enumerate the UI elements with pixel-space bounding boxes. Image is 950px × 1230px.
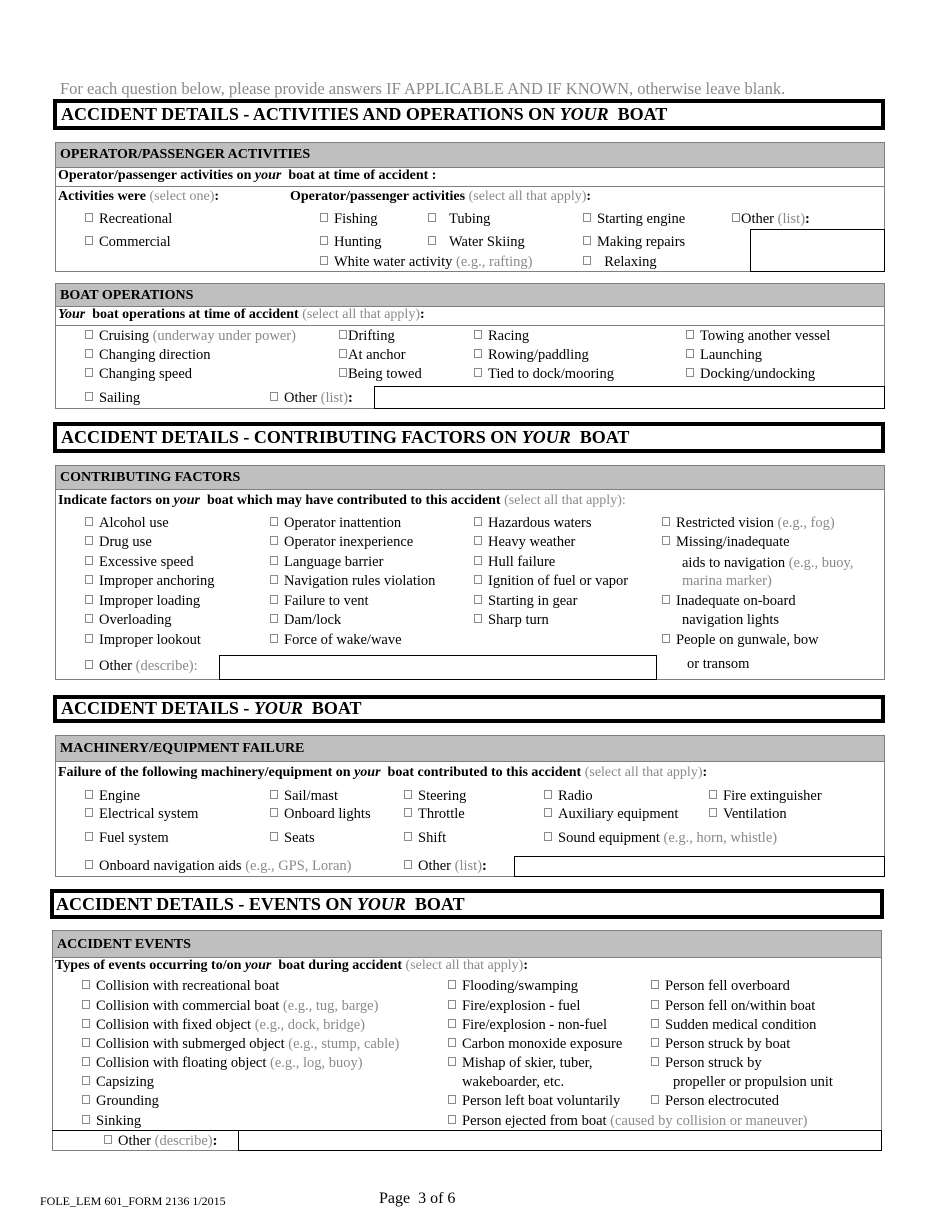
checkbox-changing-direction[interactable]: Changing direction <box>85 346 211 364</box>
checkbox-rowing[interactable]: Rowing/paddling <box>474 346 589 364</box>
checkbox-radio[interactable]: Radio <box>544 787 593 805</box>
checkbox-engine[interactable]: Engine <box>85 787 140 805</box>
checkbox-factor[interactable]: Improper loading <box>85 592 200 610</box>
section-events-title: ACCIDENT DETAILS - EVENTS ON YOUR BOAT <box>56 894 465 914</box>
checkbox-other-event[interactable]: Other (describe): <box>104 1132 217 1150</box>
operator-question: Operator/passenger activities on your boat at time of accident : <box>58 168 437 183</box>
checkbox-factor[interactable]: Overloading <box>85 611 171 629</box>
checkbox-event[interactable]: Person ejected from boat (caused by collision or maneuver) <box>448 1112 807 1130</box>
checkbox-fire-extinguisher[interactable]: Fire extinguisher <box>709 787 822 805</box>
checkbox-factor[interactable]: Operator inattention <box>270 514 401 532</box>
checkbox-event[interactable]: Grounding <box>82 1092 159 1110</box>
checkbox-factor[interactable]: Improper anchoring <box>85 572 215 590</box>
panel-machinery-header: MACHINERY/EQUIPMENT FAILURE <box>55 735 885 762</box>
checkbox-restricted-vision[interactable]: Restricted vision (e.g., fog) <box>662 514 835 532</box>
checkbox-white-water[interactable]: White water activity (e.g., rafting) <box>320 253 533 271</box>
checkbox-event[interactable]: Fire/explosion - fuel <box>448 997 580 1015</box>
checkbox-tubing[interactable]: Tubing <box>428 210 490 228</box>
checkbox-nav-aids[interactable]: Onboard navigation aids (e.g., GPS, Loran) <box>85 857 352 875</box>
checkbox-racing[interactable]: Racing <box>474 327 529 345</box>
checkbox-other-activity[interactable]: Other (list): <box>732 210 810 228</box>
other-operation-input[interactable] <box>374 386 885 409</box>
checkbox-factor[interactable]: Ignition of fuel or vapor <box>474 572 628 590</box>
checkbox-factor[interactable]: Hull failure <box>474 553 555 571</box>
checkbox-event[interactable]: Collision with recreational boat <box>82 977 279 995</box>
checkbox-other-operation[interactable]: Other (list): <box>270 389 353 407</box>
checkbox-commercial[interactable]: Commercial <box>85 233 171 251</box>
checkbox-event[interactable]: Sudden medical condition <box>651 1016 816 1034</box>
checkbox-factor[interactable]: Operator inexperience <box>270 533 413 551</box>
panel-events-header: ACCIDENT EVENTS <box>52 930 882 958</box>
checkbox-factor[interactable]: Failure to vent <box>270 592 369 610</box>
checkbox-event[interactable]: Person left boat voluntarily <box>448 1092 620 1110</box>
section-your-boat-title: ACCIDENT DETAILS - YOUR BOAT <box>61 698 362 718</box>
checkbox-factor[interactable]: Starting in gear <box>474 592 577 610</box>
checkbox-tied-to-dock[interactable]: Tied to dock/mooring <box>474 365 614 383</box>
checkbox-event[interactable]: Carbon monoxide exposure <box>448 1035 622 1053</box>
checkbox-event[interactable]: Mishap of skier, tuber, <box>448 1054 593 1072</box>
checkbox-launching[interactable]: Launching <box>686 346 762 364</box>
other-activity-input[interactable] <box>750 229 885 272</box>
checkbox-sail-mast[interactable]: Sail/mast <box>270 787 338 805</box>
checkbox-relaxing[interactable]: Relaxing <box>583 253 657 271</box>
checkbox-drifting[interactable]: Drifting <box>339 327 395 345</box>
checkbox-electrical[interactable]: Electrical system <box>85 805 198 823</box>
checkbox-seats[interactable]: Seats <box>270 829 315 847</box>
checkbox-event[interactable]: Flooding/swamping <box>448 977 578 995</box>
checkbox-ventilation[interactable]: Ventilation <box>709 805 787 823</box>
checkbox-throttle[interactable]: Throttle <box>404 805 465 823</box>
checkbox-event[interactable]: Person electrocuted <box>651 1092 779 1110</box>
checkbox-recreational[interactable]: Recreational <box>85 210 172 228</box>
checkbox-event[interactable]: Collision with fixed object (e.g., dock, bridge) <box>82 1016 365 1034</box>
missing-aids-line2: aids to navigation (e.g., buoy, <box>682 555 854 571</box>
checkbox-at-anchor[interactable]: At anchor <box>339 346 406 364</box>
other-factor-input[interactable] <box>219 655 657 680</box>
form-id: FOLE_LEM 601_FORM 2136 1/2015 <box>40 1194 226 1208</box>
checkbox-factor[interactable]: Force of wake/wave <box>270 631 402 649</box>
machinery-question: Failure of the following machinery/equipment on your boat contributed to this accident (select all that apply): <box>58 765 708 780</box>
checkbox-other-factor[interactable]: Other (describe): <box>85 657 198 675</box>
contributing-question: Indicate factors on your boat which may have contributed to this accident (select all that apply): <box>58 493 626 508</box>
checkbox-factor[interactable]: Excessive speed <box>85 553 194 571</box>
checkbox-event[interactable]: Person fell overboard <box>651 977 790 995</box>
checkbox-towing[interactable]: Towing another vessel <box>686 327 830 345</box>
checkbox-shift[interactable]: Shift <box>404 829 446 847</box>
checkbox-event[interactable]: Sinking <box>82 1112 141 1130</box>
checkbox-factor[interactable]: Navigation rules violation <box>270 572 435 590</box>
checkbox-changing-speed[interactable]: Changing speed <box>85 365 192 383</box>
checkbox-fishing[interactable]: Fishing <box>320 210 378 228</box>
checkbox-factor[interactable]: Dam/lock <box>270 611 341 629</box>
checkbox-starting-engine[interactable]: Starting engine <box>583 210 685 228</box>
panel-operator-activities-header: OPERATOR/PASSENGER ACTIVITIES <box>55 142 885 168</box>
checkbox-people-on-gunwale[interactable]: People on gunwale, bow <box>662 631 819 649</box>
panel-contributing-factors-header: CONTRIBUTING FACTORS <box>55 465 885 490</box>
boat-operations-question: Your boat operations at time of accident (select all that apply): <box>58 307 425 322</box>
checkbox-missing-aids[interactable]: Missing/inadequate <box>662 533 790 551</box>
checkbox-factor[interactable]: Sharp turn <box>474 611 549 629</box>
checkbox-factor[interactable]: Language barrier <box>270 553 383 571</box>
struck-by-line2: propeller or propulsion unit <box>673 1074 833 1090</box>
section-activities-title: ACCIDENT DETAILS - ACTIVITIES AND OPERATIONS ON YOUR BOAT <box>61 104 668 124</box>
checkbox-auxiliary[interactable]: Auxiliary equipment <box>544 805 678 823</box>
intro-text: For each question below, please provide answers IF APPLICABLE AND IF KNOWN, otherwise leave blank. <box>60 79 786 98</box>
checkbox-docking[interactable]: Docking/undocking <box>686 365 815 383</box>
checkbox-being-towed[interactable]: Being towed <box>339 365 422 383</box>
divider <box>55 186 885 187</box>
checkbox-event[interactable]: Person struck by <box>651 1054 762 1072</box>
mishap-line2: wakeboarder, etc. <box>462 1074 565 1090</box>
inadequate-lights-line2: navigation lights <box>682 612 780 628</box>
checkbox-onboard-lights[interactable]: Onboard lights <box>270 805 371 823</box>
checkbox-event[interactable]: Person fell on/within boat <box>651 997 815 1015</box>
events-question: Types of events occurring to/on your boat during accident (select all that apply): <box>55 958 528 973</box>
section-contributing-title: ACCIDENT DETAILS - CONTRIBUTING FACTORS ON YOUR BOAT <box>61 427 630 447</box>
checkbox-cruising[interactable]: Cruising (underway under power) <box>85 327 296 345</box>
checkbox-factor[interactable]: Drug use <box>85 533 152 551</box>
checkbox-inadequate-lights[interactable]: Inadequate on-board <box>662 592 796 610</box>
checkbox-making-repairs[interactable]: Making repairs <box>583 233 685 251</box>
checkbox-factor[interactable]: Improper lookout <box>85 631 201 649</box>
missing-aids-line3: marina marker) <box>682 573 772 589</box>
checkbox-water-skiing[interactable]: Water Skiing <box>428 233 525 251</box>
checkbox-factor[interactable]: Alcohol use <box>85 514 169 532</box>
divider <box>55 325 885 326</box>
other-event-input[interactable] <box>238 1131 882 1151</box>
operator-activities-label: Operator/passenger activities (select all that apply): <box>290 189 592 204</box>
people-on-gunwale-line2: or transom <box>687 656 750 672</box>
checkbox-event[interactable]: Collision with submerged object (e.g., stump, cable) <box>82 1035 399 1053</box>
checkbox-event[interactable]: Person struck by boat <box>651 1035 790 1053</box>
activities-were-label: Activities were (select one): <box>58 189 220 204</box>
checkbox-event[interactable]: Fire/explosion - non-fuel <box>448 1016 607 1034</box>
checkbox-event[interactable]: Collision with commercial boat (e.g., tug, barge) <box>82 997 378 1015</box>
checkbox-sound-equipment[interactable]: Sound equipment (e.g., horn, whistle) <box>544 829 777 847</box>
checkbox-fuel-system[interactable]: Fuel system <box>85 829 169 847</box>
other-equipment-input[interactable] <box>514 856 885 877</box>
checkbox-sailing[interactable]: Sailing <box>85 389 140 407</box>
checkbox-factor[interactable]: Heavy weather <box>474 533 575 551</box>
checkbox-factor[interactable]: Hazardous waters <box>474 514 591 532</box>
page-number: Page 3 of 6 <box>379 1190 456 1207</box>
checkbox-event[interactable]: Collision with floating object (e.g., log, buoy) <box>82 1054 363 1072</box>
checkbox-steering[interactable]: Steering <box>404 787 466 805</box>
checkbox-other-equipment[interactable]: Other (list): <box>404 857 487 875</box>
checkbox-hunting[interactable]: Hunting <box>320 233 382 251</box>
panel-boat-operations-header: BOAT OPERATIONS <box>55 283 885 307</box>
checkbox-event[interactable]: Capsizing <box>82 1073 154 1091</box>
